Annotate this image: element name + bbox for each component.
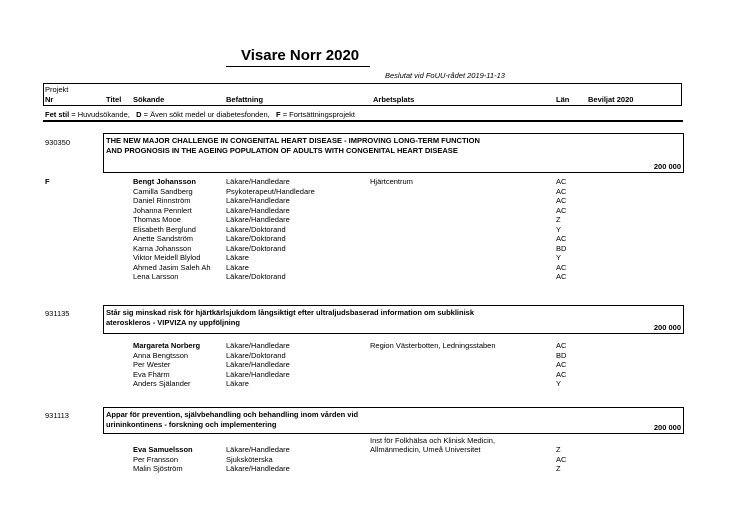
- header-projekt: Projekt: [45, 85, 69, 94]
- member-position: Läkare/Handledare: [226, 196, 290, 205]
- legend-bold-key: Fet stil: [45, 110, 70, 119]
- member-position: Läkare/Handledare: [226, 215, 290, 224]
- project-title-line: Står sig minskad risk för hjärtkärlsjukdom långsiktigt efter ultraljudsbaserad information om subklinisk: [106, 308, 475, 317]
- title-underline: [226, 66, 370, 67]
- member-position: Läkare/Doktorand: [226, 243, 286, 253]
- project-flag: F: [45, 177, 50, 186]
- member-name: Camilla Sandberg: [133, 186, 193, 196]
- project-workplace: Region Västerbotten, Ledningsstaben: [370, 341, 496, 350]
- member-position: Läkare: [226, 253, 249, 262]
- member-position: Läkare/Handledare: [226, 341, 290, 350]
- member-lan: AC: [556, 196, 567, 205]
- member-lan: BD: [556, 350, 567, 360]
- member-lan: Y: [556, 253, 562, 262]
- member-name: Per Wester: [133, 360, 171, 369]
- header-lan: Län: [556, 95, 570, 104]
- member-position: Psykoterapeut/Handledare: [226, 186, 315, 196]
- member-position: Läkare/Handledare: [226, 360, 290, 369]
- legend: [45, 110, 355, 119]
- member-lan: AC: [556, 262, 567, 272]
- member-lan: AC: [556, 272, 567, 281]
- legend-f-key: F: [276, 110, 281, 119]
- member-lan: Z: [556, 464, 561, 473]
- member-lan: AC: [556, 205, 567, 215]
- member-name: Bengt Johansson: [133, 177, 196, 186]
- member-name: Daniel Rinnström: [133, 196, 191, 205]
- project-nr: 931113: [45, 411, 69, 420]
- member-name: Johanna Pennlert: [133, 205, 192, 215]
- project-title-line: ateroskleros - VIPVIZA ny uppföljning: [106, 318, 240, 327]
- member-lan: AC: [556, 360, 567, 369]
- legend-f-desc: = Fortsättningsprojekt: [280, 110, 356, 119]
- member-name: Anders Själander: [133, 379, 191, 388]
- header-sokande: Sökande: [133, 95, 165, 104]
- project-workplace: Hjärtcentrum: [370, 177, 413, 186]
- member-position: Läkare/Handledare: [226, 445, 290, 454]
- legend-d-key: D: [136, 110, 142, 119]
- member-position: Läkare/Doktorand: [226, 224, 286, 234]
- project-title-box: [103, 407, 684, 434]
- project-amount: 200 000: [653, 162, 681, 171]
- member-name: Eva Fhärm: [133, 369, 170, 379]
- project-title-line: Appar för prevention, självbehandling och behandling inom vården vid: [106, 410, 359, 419]
- member-name: Ahmed Jasim Saleh Ah: [133, 262, 211, 272]
- member-position: Läkare: [226, 379, 249, 388]
- member-lan: Z: [556, 445, 561, 454]
- project-title-box: [103, 133, 684, 173]
- document-title: Visare Norr 2020: [241, 47, 360, 64]
- member-position: Läkare/Doktorand: [226, 234, 286, 243]
- legend-d-desc: = Även sökt medel ur diabetesfonden,: [141, 110, 270, 119]
- member-position: Läkare/Handledare: [226, 205, 290, 215]
- project-title-line: AND PROGNOSIS IN THE AGEING POPULATION OF ADULTS WITH CONGENITAL HEART DISEASE: [106, 146, 458, 155]
- legend-divider: [43, 120, 683, 122]
- member-name: Thomas Mooe: [133, 215, 181, 224]
- member-name: Margareta Norberg: [133, 341, 201, 350]
- member-position: Läkare/Handledare: [226, 464, 290, 473]
- project-workplace: Allmänmedicin, Umeå Universitet: [370, 445, 481, 454]
- member-lan: AC: [556, 177, 567, 186]
- legend-bold-desc: = Huvudsökande,: [69, 110, 130, 119]
- member-lan: Z: [556, 215, 561, 224]
- member-name: Karna Johansson: [133, 243, 192, 253]
- member-lan: BD: [556, 243, 567, 253]
- member-position: Läkare/Handledare: [226, 369, 290, 379]
- header-beviljat: Beviljat 2020: [588, 95, 634, 104]
- member-name: Lena Larsson: [133, 272, 179, 281]
- member-position: Läkare: [226, 262, 249, 272]
- member-position: Läkare/Handledare: [226, 177, 290, 186]
- member-lan: AC: [556, 186, 567, 196]
- project-title-box: [103, 305, 684, 334]
- member-name: Per Fransson: [133, 454, 179, 464]
- member-name: Anna Bengtsson: [133, 350, 189, 360]
- member-name: Eva Samuelsson: [133, 445, 193, 454]
- member-name: Elisabeth Berglund: [133, 224, 196, 234]
- member-name: Malin Sjöström: [133, 464, 183, 473]
- project-amount: 200 000: [653, 323, 681, 332]
- project-amount: 200 000: [653, 423, 681, 432]
- member-name: Anette Sandström: [133, 234, 194, 243]
- member-lan: AC: [556, 454, 567, 464]
- header-nr: Nr: [45, 95, 54, 104]
- project-title-line: urininkontinens - forskning och implementering: [106, 420, 277, 429]
- member-lan: AC: [556, 341, 567, 350]
- member-lan: AC: [556, 369, 567, 379]
- member-lan: Y: [556, 224, 562, 234]
- project-nr: 931135: [45, 309, 70, 318]
- header-arbetsplats: Arbetsplats: [373, 95, 415, 104]
- member-lan: Y: [556, 379, 562, 388]
- member-position: Läkare/Doktorand: [226, 272, 286, 281]
- project-title-line: THE NEW MAJOR CHALLENGE IN CONGENITAL HEART DISEASE - IMPROVING LONG-TERM FUNCTION: [106, 136, 480, 145]
- header-befattning: Befattning: [226, 95, 264, 104]
- project-nr: 930350: [45, 138, 71, 147]
- member-position: Sjuksköterska: [226, 454, 273, 464]
- member-position: Läkare/Doktorand: [226, 350, 286, 360]
- project-workplace: Inst för Folkhälsa och Klinisk Medicin,: [370, 436, 496, 445]
- member-lan: AC: [556, 234, 567, 243]
- header-titel: Titel: [106, 95, 122, 104]
- member-name: Viktor Meidell Blylod: [133, 253, 201, 262]
- decision-note: Beslutat vid FoUU-rådet 2019-11-13: [385, 71, 505, 80]
